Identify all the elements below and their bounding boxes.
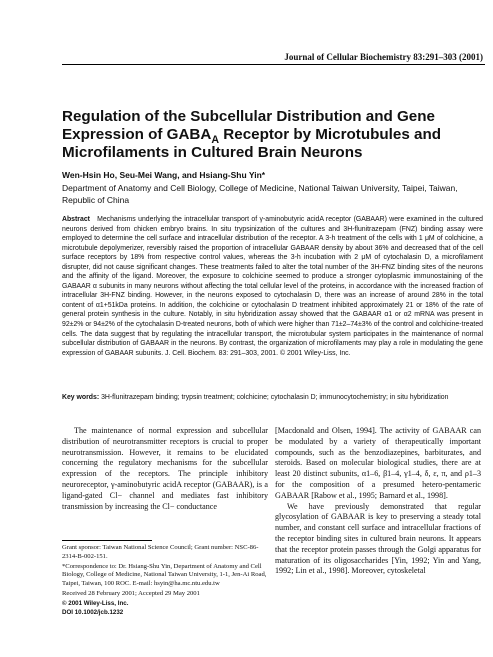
- body-left-column: [62, 426, 268, 512]
- footnote-rule: [62, 540, 152, 541]
- footnotes: [62, 544, 268, 619]
- keywords-label: Key words:: [62, 394, 100, 401]
- title-line-1: Regulation of the Subcellular Distribution and Gene: [62, 108, 435, 125]
- doi-footnote: DOI 10.1002/jcb.1232: [62, 609, 124, 616]
- abstract: [62, 215, 483, 358]
- body-right-column: [275, 426, 481, 577]
- body-paragraph: [Macdonald and Olsen, 1994]. The activity of GABAAR can be modulated by a variety of therapeutically important compounds, such as the benzodiazepines, barbiturates, and steroids. Based on molecular biological studies, there are at least 20 distinct subunits, α1–6, β1–4, γ1–4, δ, ε, π, and ρ1–3 for the composition of a presumed hetero-pentameric GABAAR [Rabow et al., 1995; Barnard et al., 1998].: [275, 426, 481, 500]
- copyright-footnote: © 2001 Wiley-Liss, Inc.: [62, 599, 129, 607]
- abstract-text: Mechanisms underlying the intracellular transport of γ-aminobutyric acidA receptor (GABAAR) were examined in the cultured neurons derived from chicken embryo brains. In situ trypsinization of the cultures and 3H-flunitrazepam (FNZ) binding assay were employed to determine the cell surface and intracellular distribution of the receptor. A 3-h treatment of the cells with 1 μM of colchicine, a microtubule depolymerizer, reversibly raised the proportion of intracellular GABAAR density by about 36% and decreased that of the cell surface receptors by 18% from respective control values, whereas the 3-h incubation with 2 μM of cytochalasin D, a microfilament disrupter, did not cause significant changes. These treatments failed to alter the total number of the 3H-FNZ binding sites of the neurons and the affinity of the ligand. Moreover, the exposure to colchicine seemed to produce a stronger cytoplasmic immunostaining of the GABAAR α subunits in many neurons without affecting the total cellular level of the proteins, in accordance with the increased fraction of intracellular 3H-FNZ binding. However, in the neurons exposed to cytochalasin D, there was an increase of around 28% in the total content of α1+51kDa proteins. In addition, the colchicine or cytochalasin D treatment inhibited approximately 21 or 18% of the rate of general protein synthesis in the culture. Notably, in situ hybridization assay showed that the GABAAR α1 or α2 mRNA was present in 92±2% or 94±2% of the cytochalasin D-treated neurons, both of which were higher than 71±2–74±3% of the control and colchicine-treated cells. The data suggest that by regulating the intracellular transport, the microtubular system participates in the maintenance of normal subcellular distribution of GABAAR in the neurons. By contrast, the organization of microfilaments may play a role in modulating the gene expression of GABAAR subunits. J. Cell. Biochem. 83: 291–303, 2001.: [62, 216, 484, 357]
- title-line-2-post: Receptor by Microtubules and: [219, 126, 442, 143]
- received-footnote: Received 28 February 2001; Accepted 29 May 2001: [62, 589, 200, 597]
- keywords-text: 3H-flunitrazepam binding; trypsin treatment; colchicine; cytochalasin D; immunocytochemistry; in situ hybridization: [101, 394, 449, 401]
- title-subscript: A: [211, 134, 220, 147]
- keywords: [62, 393, 483, 403]
- title-line-3: Microfilaments in Cultured Brain Neurons: [62, 144, 363, 161]
- abstract-label: Abstract: [62, 216, 90, 223]
- grant-footnote: Grant sponsor: Taiwan National Science Council; Grant number: NSC-86-2314-B-002-151.: [62, 544, 259, 560]
- abstract-copyright: © 2001 Wiley-Liss, Inc.: [279, 349, 351, 357]
- correspondence-footnote: *Correspondence to: Dr. Hsiang-Shu Yin, Department of Anatomy and Cell Biology, College of Medicine, National Taiwan University, 1-1, Jen-Ai Road, Taipei, Taiwan, 100 ROC. E-mail: hsyin@ha.mc.ntu.edu.tw: [62, 562, 267, 587]
- affiliation: Department of Anatomy and Cell Biology, College of Medicine, National Taiwan University, Taipei, Taiwan, Republic of China: [62, 183, 458, 205]
- title-line-2-pre: Expression of GABA: [62, 126, 212, 143]
- body-paragraph: The maintenance of normal expression and subcellular distribution of neurotransmitter receptors is crucial to proper neurotransmission. However, it remains to be elucidated concerning the regulatory mechanisms for the subcellular expression of the receptors. The principle inhibitory neuroreceptor, γ-aminobutyric acidA receptor (GABAAR), is a ligand-gated Cl− channel and mediates fast inhibitory transmission by increasing the Cl− conductance: [62, 426, 268, 511]
- article-title: [62, 108, 482, 162]
- authors: Wen-Hsin Ho, Seu-Mei Wang, and Hsiang-Shu Yin*: [62, 170, 266, 180]
- header-rule: [62, 64, 485, 65]
- body-paragraph: We have previously demonstrated that regular glycosylation of GABAAR is key to preserving a steady total number, and constant cell surface and intracellular fractions of the receptor binding sites in cultured brain neurons. It appears that the receptor protein passes through the Golgi apparatus for maturation of its oligosaccharides [Yin, 1992; Yin and Yang, 1992; Lin et al., 1998]. Moreover, cytoskeletal: [275, 501, 481, 576]
- journal-header: Journal of Cellular Biochemistry 83:291–303 (2001): [284, 52, 483, 62]
